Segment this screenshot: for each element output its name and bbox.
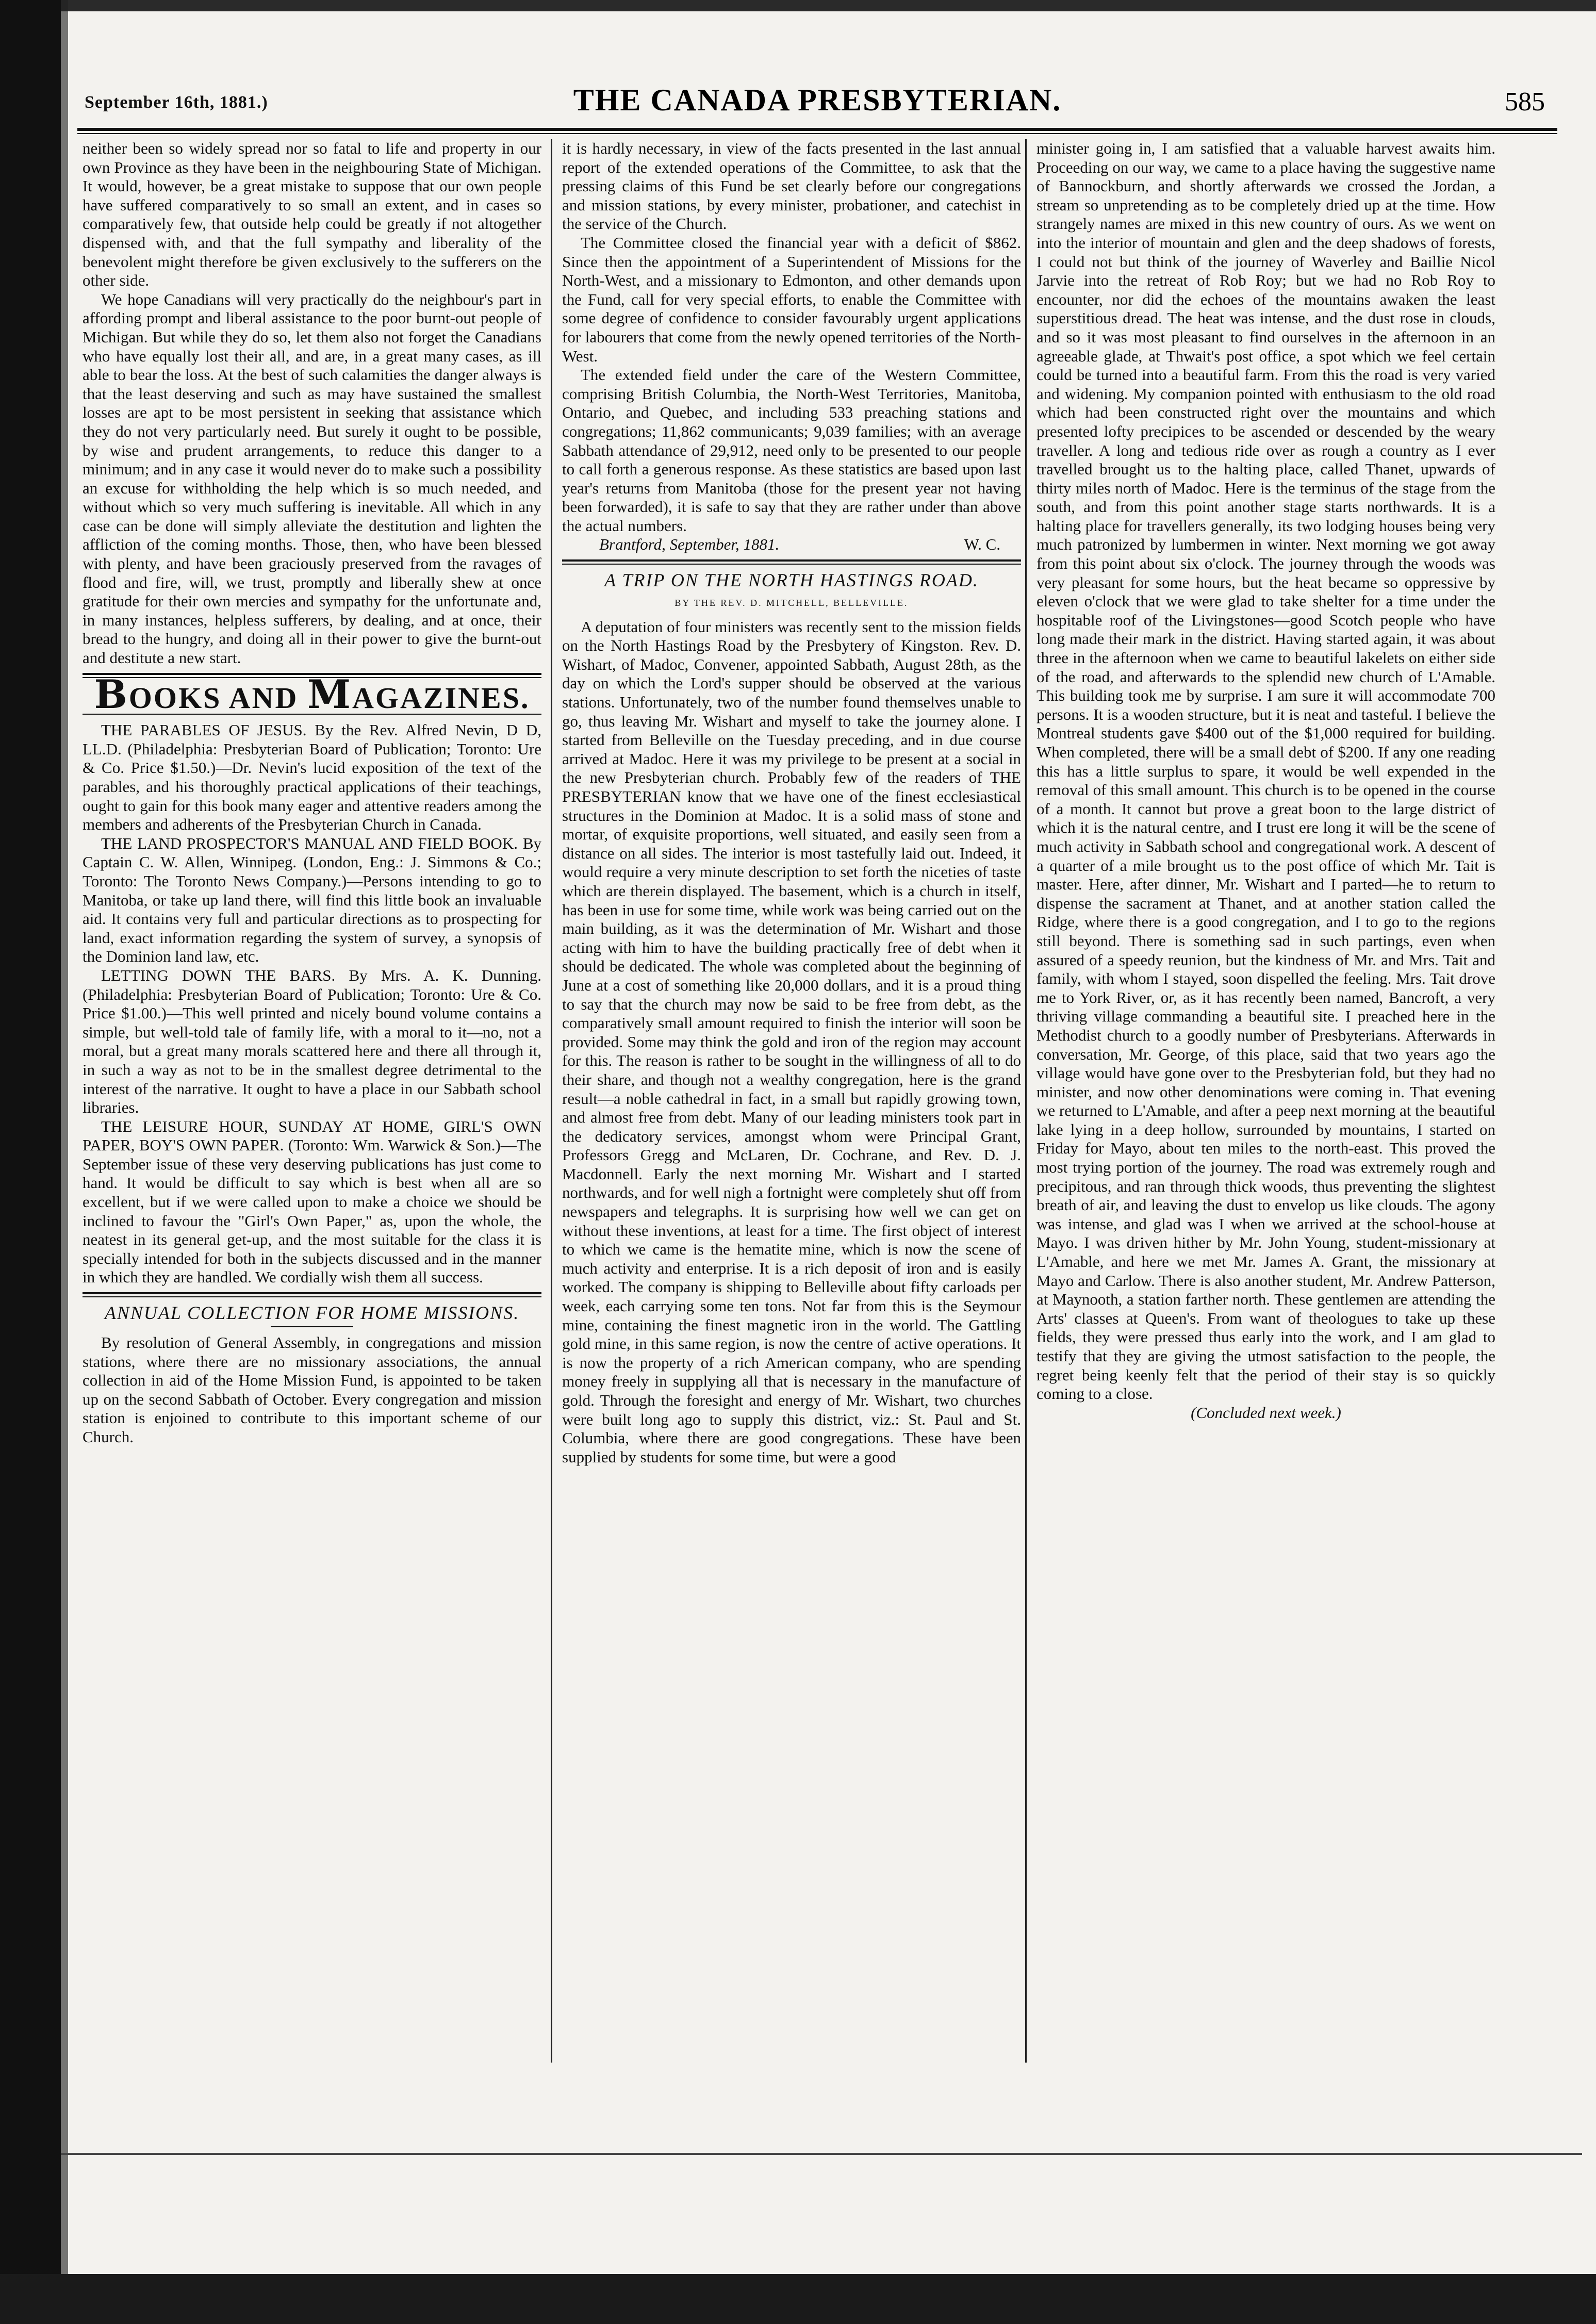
- column-left: [83, 139, 541, 1447]
- scan-border-top: [0, 0, 1596, 11]
- article-paragraph: minister going in, I am satisfied that a valuable harvest awaits him. Proceeding on our way, we came to a place having the suggestive name of Bannockburn, and shortly afterwards we crossed the Jordan, a stream so unpretending as to be completely dried up at the time. How strangely names are mixed in this new country of ours. As we went on into the interior of mountain and glen and the deep shadows of forests, I could not but think of the journey of Waverley and Baillie Nicol Jarvie into the retreat of Rob Roy; but we had no Rob Roy to encounter, nor did the echoes of the mountains awaken the least superstitious dread. The heat was intense, and the dust rose in clouds, and so it was most pleasant to find ourselves in the afternoon in an agreeable glade, at Thwait's post office, a spot which we feel certain could be turned into a beautiful farm. From this the road is very varied and widening. My companion pointed with enthusiasm to the old road which had been constructed right over the mountains and which presented lofty precipices to be ascended or descended by the weary traveller. A long and tedious ride over as rough a country as I ever travelled brought us to the halting place, called Thanet, upwards of thirty miles north of Madoc. Here is the terminus of the stage from the south, and from this point another stage starts northwards. It is a halting place for travellers generally, its two lodging houses being very much patronized by lumbermen in winter. Next morning we got away from this point about six o'clock. The journey through the woods was very pleasant for some hours, but the heat became so oppressive by eleven o'clock that we were glad to take shelter for a time under the hospitable roof of the Livingstones—good Scotch people who have long made their mark in the district. Having started again, it was about three in the afternoon when we came to beautiful lakelets on either side of the road, and afterwards to the splendid new church of L'Amable. This building took me by surprise. I am sure it will accommodate 700 persons. It is a wooden structure, but it is neat and tasteful. I believe the Montreal students gave $400 out of the $1,000 required for building. When completed, there will be a small debt of $200. If any one reading this has a little surplus to spare, it would be well expended in the removal of this small amount. This church is to be opened in the course of a month. It cannot but prove a great boon to the large district of which it is the natural centre, and I trust ere long it will be the scene of much activity in Sabbath school and congregational work. A descent of a quarter of a mile brought us to the post office of which Mr. Tait is master. Here, after dinner, Mr. Wishart and I parted—he to return to dispense the sacrament at Thanet, and at another station called the Ridge, where there is a good congregation, and I to go to the regions still beyond. There is something sad in such partings, even when assured of a speedy reunion, but the kindness of Mr. and Mrs. Tait and family, with whom I stayed, soon dispelled the feeling. Mrs. Tait drove me to York River, or, as it has recently been named, Bancroft, a very thriving village commanding a beautiful site. I preached here in the Methodist church to a goodly number of Presbyterians. Afterwards in conversation, Mr. George, of this place, said that two years ago the village would have gone over to the Presbyterian fold, but they had no minister, and now other denominations were coming in. That evening we returned to L'Amable, and after a peep next morning at the beautiful lake lying in a deep hollow, surrounded by mountains, I started on Friday for Mayo, about ten miles to the north-east. This proved the most trying portion of the journey. The road was extremely rough and precipitous, and ran through thick woods, thus preventing the slightest breath of air, and leaving the dust to envelop us like clouds. The agony was intense, and glad was I when we arrived at the school-house at Mayo. I was driven hither by Mr. John Young, student-missionary at L'Amable, and here we met Mr. James A. Grant, the missionary at Mayo and Carlow. There is also another student, Mr. Andrew Patterson, at Maynooth, a station farther north. These gentlemen are attending the Arts' classes at Queen's. From want of theologues to take up these fields, they were pressed thus early into the work, and I am glad to testify that they are giving the utmost satisfaction to the people, the regret being keenly felt that the period of their stay is so quickly coming to a close.: [1036, 139, 1495, 1403]
- article-paragraph: We hope Canadians will very practically do the neighbour's part in affording prompt and liberal assistance to the poor burnt-out people of Michigan. But while they do so, let them also not forget the Canadians who have equally lost their all, and are, in a great many cases, as ill able to bear the loss. At the best of such calamities the danger always is that the least deserving and such as may have sustained the smallest losses are apt to be most persistent in seeking that assistance which they do not very particularly need. But surely it ought to be possible, by wise and prudent arrangements, to reduce this danger to a minimum; and in any case it would never do to make such a possibility an excuse for withholding the help which is so much needed, and without which so very much suffering is inevitable. All which in any case can be done will simply alleviate the destitution and lighten the affliction of the coming months. Those, then, who have been blessed with plenty, and have been graciously preserved from the ravages of flood and fire, will, we trust, promptly and liberally shew at once gratitude for their own mercies and sympathy for the unfortunate and, in many instances, helpless sufferers, by dealing, and at once, their bread to the hungry, and doing all in their power to give the burnt-out and destitute a new start.: [83, 290, 541, 667]
- signature-place: Brantford, September, 1881.: [599, 535, 780, 554]
- article-byline: BY THE REV. D. MITCHELL, BELLEVILLE.: [674, 598, 909, 608]
- header-rule: [77, 128, 1557, 131]
- continuation-note: (Concluded next week.): [1191, 1403, 1341, 1422]
- issue-date: September 16th, 1881.): [85, 93, 268, 112]
- scan-border-left: [0, 0, 61, 2324]
- section-divider: [562, 559, 1021, 565]
- book-review: THE LEISURE HOUR, SUNDAY AT HOME, GIRL'S OWN PAPER, BOY'S OWN PAPER. (Toronto: Wm. Warwick & Son.)—The September issue of these very deserving publications has just come to hand. It would be difficult to say which is best when all are so excellent, but if we were called upon to make a choice we should be inclined to favour the "Girl's Own Paper," as, upon the whole, the neatest in its general get-up, and the most suitable for the class it is specially intended for both in the subjects discussed and in the manner in which they are handled. We cordially wish them all success.: [83, 1117, 541, 1287]
- article-paragraph: By resolution of General Assembly, in congregations and mission stations, where there are no missionary associations, the annual collection in aid of the Home Mission Fund, is appointed to be taken up on the second Sabbath of October. Every congregation and mission station is enjoined to contribute to this important scheme of our Church.: [83, 1333, 541, 1446]
- scan-border-bottom: [0, 2274, 1596, 2324]
- article-paragraph: it is hardly necessary, in view of the facts presented in the last annual report of the extended operations of the Committee, to ask that the pressing claims of this Fund be set clearly before our congregations and mission stations, by every minister, probationer, and catechist in the service of the Church.: [562, 139, 1021, 233]
- article-paragraph: The Committee closed the financial year with a deficit of $862. Since then the appointment of a Superintendent of Missions for the North-West, and a missionary to Edmonton, and other demands upon the Fund, call for very special efforts, to enable the Committee with some degree of confidence to consider favourably urgent applications for labourers that come from the newly opened territories of the North-West.: [562, 233, 1021, 365]
- title-underline: [271, 1326, 353, 1327]
- signature-initials: W. C.: [964, 535, 1000, 554]
- books-heading-initial-b: B: [94, 671, 129, 717]
- page-header: [77, 83, 1557, 119]
- scan-fold-line: [61, 2153, 1582, 2155]
- books-magazines-heading: [83, 671, 541, 717]
- column-right: [1036, 139, 1495, 1422]
- article-paragraph: The extended field under the care of the Western Committee, comprising British Columbia, the North-West Territories, Manitoba, Ontario, and Quebec, and including 533 preaching stations and congregations; 11,862 communicants; 9,039 families; with an average Sabbath attendance of 29,912, need only to be presented to our people to call forth a generous response. As these statistics are based upon last year's returns from Manitoba (those for the present year not having been forwarded), it is safe to say that they are rather under than above the actual numbers.: [562, 366, 1021, 535]
- column-rule: [1025, 139, 1027, 2063]
- section-divider: [83, 1292, 541, 1297]
- scan-border-left-shadow: [61, 0, 68, 2324]
- book-review: THE LAND PROSPECTOR'S MANUAL AND FIELD BOOK. By Captain C. W. Allen, Winnipeg. (London, Eng.: J. Simmons & Co.; Toronto: The Toronto News Company.)—Persons intending to go to Manitoba, or take up land there, will find this little book an invaluable aid. It contains very full and particular directions as to prospecting for land, exact information regarding the system of survey, a synopsis of the Dominion land law, etc.: [83, 834, 541, 966]
- column-middle: [562, 139, 1021, 1466]
- signature-line: [562, 535, 1021, 554]
- article-title: A TRIP ON THE NORTH HASTINGS ROAD.: [604, 570, 979, 591]
- page-number: 585: [1505, 87, 1545, 117]
- header-rule-thin: [77, 133, 1557, 134]
- masthead-title: THE CANADA PRESBYTERIAN.: [573, 83, 1062, 117]
- article-title: ANNUAL COLLECTION FOR HOME MISSIONS.: [104, 1303, 520, 1324]
- column-rule: [551, 139, 552, 2063]
- article-paragraph: neither been so widely spread nor so fatal to life and property in our own Province as they have been in the neighbouring State of Michigan. It would, however, be a great mistake to suppose that our own people have suffered comparatively to so small an extent, and in cases so comparatively few, that outside help could be greatly if not altogether dispensed with, and that the full sympathy and liberality of the benevolent might therefore be given exclusively to the sufferers on the other side.: [83, 139, 541, 290]
- article-paragraph: A deputation of four ministers was recently sent to the mission fields on the North Hastings Road by the Presbytery of Kingston. Rev. D. Wishart, of Madoc, Convener, appointed Sabbath, August 28th, as the day on which the Lord's supper should be observed at the various stations. Unfortunately, two of the number found themselves unable to go, thus leaving Mr. Wishart and myself to take the journey alone. I started from Belleville on the Tuesday preceding, and in due course arrived at Madoc. Here it was my privilege to be present at a social in the new Presbyterian church. Probably few of the readers of THE PRESBYTERIAN know that we have one of the finest ecclesiastical structures in the Dominion at Madoc. It is a solid mass of stone and mortar, of exquisite proportions, well situated, and easily seen from a distance on all sides. The interior is most tastefully laid out. Indeed, it would require a very minute description to set forth the niceties of taste which are therein displayed. The basement, which is a church in itself, has been in use for some time, while work was being carried out on the main building, as it was the determination of Mr. Wishart and those acting with him to have the building practically free of debt when it should be dedicated. The whole was completed about the beginning of June at a cost of something like 20,000 dollars, and it is a proud thing to say that the church may now be said to be free from debt, as the comparatively small amount required to finish the interior will soon be provided. Some may think the gold and iron of the region may account for this. The reason is rather to be sought in the willingness of all to do their share, and though not a wealthy congregation, here is the grand result—a noble cathedral in fact, in a small but rapidly growing town, and almost free from debt. Many of our leading ministers took part in the dedicatory services, amongst whom were Principal Grant, Professors Gregg and McLaren, Dr. Cochrane, and Rev. D. J. Macdonnell. Early the next morning Mr. Wishart and I started northwards, and for well nigh a fortnight were completely shut off from newspapers and telegraphs. It is surprising how well we can get on without these inventions, at least for a time. The first object of interest to which we came is the hematite mine, which is now the scene of much activity and enterprise. It is a rich deposit of iron and is easily worked. The company is shipping to Belleville about fifty carloads per week, each carrying some ten tons. Not far from this is the Seymour mine, containing the finest magnetic iron in the world. The Gattling gold mine, in this same region, is now the centre of active operations. It is now the property of a rich American company, who are spending money freely in supplying all that is necessary in the manufacture of gold. Through the foresight and energy of Mr. Wishart, two churches were built long ago to supply this district, viz.: St. Paul and St. Columbia, where there are good congregations. These have been supplied by students for some time, but were a good: [562, 617, 1021, 1466]
- book-review: LETTING DOWN THE BARS. By Mrs. A. K. Dunning. (Philadelphia: Presbyterian Board of Publication; Toronto: Ure & Co. Price $1.00.)—This well printed and nicely bound volume contains a simple, but well-told tale of family life, with a moral to it—no, not a moral, but a great many morals scattered here and there all through it, in such a way as not to be in the smallest degree detrimental to the interest of the narrative. It ought to have a place in our Sabbath school libraries.: [83, 966, 541, 1117]
- magazines-heading-text: AGAZINES.: [352, 681, 530, 715]
- book-review: THE PARABLES OF JESUS. By the Rev. Alfred Nevin, D D, LL.D. (Philadelphia: Presbyterian Board of Publication; Toronto: Ure & Co. Price $1.50.)—Dr. Nevin's lucid exposition of the text of the parables, and his thoroughly practical applications of their teachings, ought to gain for this book many eager and attentive readers among the members and adherents of the Presbyterian Church in Canada.: [83, 721, 541, 834]
- books-heading-initial-m: M: [307, 671, 352, 717]
- books-heading-text: OOKS AND: [128, 681, 307, 715]
